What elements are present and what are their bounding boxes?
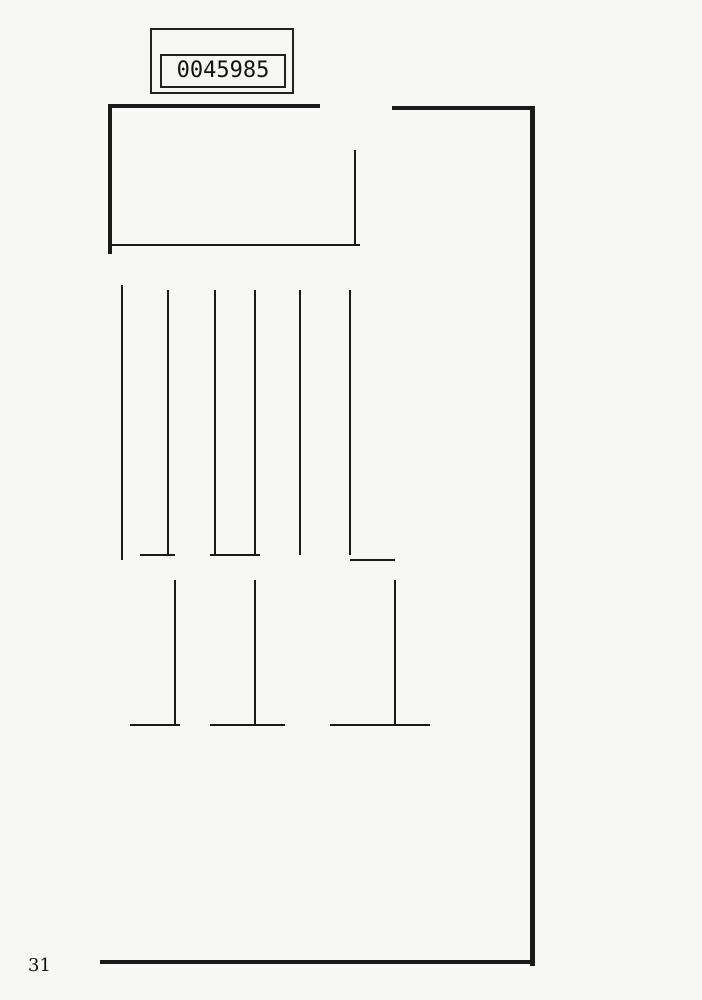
page-number: 31 — [28, 955, 51, 976]
stamp-number: 0045985 — [160, 54, 286, 88]
